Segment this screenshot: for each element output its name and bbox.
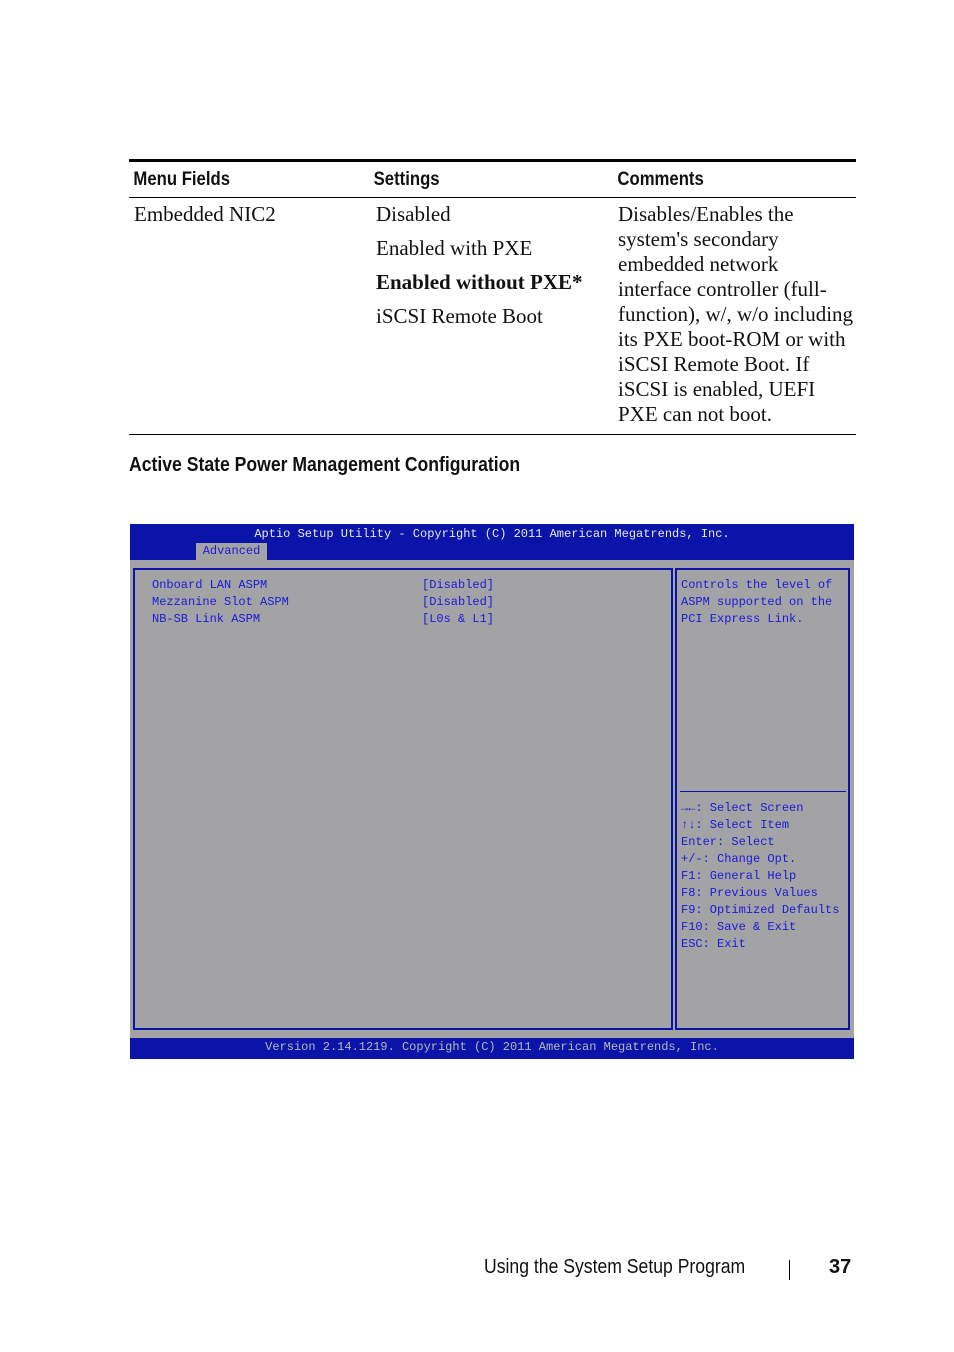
comment-line: its PXE boot-ROM or with xyxy=(618,327,846,351)
help-line: PCI Express Link. xyxy=(681,612,804,626)
help-line: ASPM supported on the xyxy=(681,595,833,609)
setting-onboard-lan-aspm[interactable]: Onboard LAN ASPM xyxy=(152,578,268,592)
comment-line: Disables/Enables the xyxy=(618,202,794,226)
setting-nb-sb-link-aspm[interactable]: NB-SB Link ASPM xyxy=(152,612,261,626)
key-help-line: ↑↓: Select Item xyxy=(681,818,790,832)
comment-line: interface controller (full- xyxy=(618,277,827,301)
comment-line: iSCSI Remote Boot. If xyxy=(618,352,810,376)
bios-footer-bar xyxy=(130,1038,854,1059)
key-help-line: →←: Select Screen xyxy=(681,801,804,815)
comment-line: function), w/, w/o including xyxy=(618,302,854,326)
setting-value[interactable]: [Disabled] xyxy=(422,578,495,592)
bios-help-panel xyxy=(675,568,850,1030)
bios-screen xyxy=(130,524,854,1059)
comment-text xyxy=(615,201,856,427)
header-comments: Comments xyxy=(617,168,704,190)
setting-value[interactable]: [Disabled] xyxy=(422,595,495,609)
field-name: Embedded NIC2 xyxy=(134,202,276,226)
comment-line: iSCSI is enabled, UEFI xyxy=(618,377,816,401)
tab-advanced[interactable]: Advanced xyxy=(196,543,267,560)
comment-line: PXE can not boot. xyxy=(618,402,772,426)
setting-option: Disabled xyxy=(376,202,451,226)
key-help-line: F1: General Help xyxy=(681,869,797,883)
setting-mezzanine-slot-aspm[interactable]: Mezzanine Slot ASPM xyxy=(152,595,289,609)
help-line: Controls the level of xyxy=(681,578,833,592)
comment-line: system's secondary xyxy=(618,227,779,251)
setting-option: iSCSI Remote Boot xyxy=(376,304,543,328)
key-help-line: ESC: Exit xyxy=(681,937,746,951)
key-help-line: +/-: Change Opt. xyxy=(681,852,797,866)
settings-list xyxy=(372,201,615,427)
help-divider xyxy=(680,791,846,792)
bios-title: Aptio Setup Utility - Copyright (C) 2011 American Megatrends, Inc. xyxy=(254,527,730,541)
setting-option-default: Enabled without PXE* xyxy=(376,270,583,294)
key-help-line: F9: Optimized Defaults xyxy=(681,903,840,917)
bios-version: Version 2.14.1219. Copyright (C) 2011 American Megatrends, Inc. xyxy=(265,1040,719,1054)
table-row xyxy=(129,198,856,435)
table-header-row xyxy=(129,162,856,198)
header-settings: Settings xyxy=(373,168,440,190)
header-menu-fields: Menu Fields xyxy=(133,168,231,190)
footer-divider xyxy=(789,1260,790,1280)
comment-line: embedded network xyxy=(618,252,779,276)
setting-option: Enabled with PXE xyxy=(376,236,533,260)
key-help-line: Enter: Select xyxy=(681,835,775,849)
key-help-line: F10: Save & Exit xyxy=(681,920,797,934)
page-number: 37 xyxy=(829,1256,852,1278)
menu-fields-table xyxy=(129,159,856,435)
footer-title: Using the System Setup Program xyxy=(484,1256,746,1278)
section-heading: Active State Power Management Configuration xyxy=(129,454,521,476)
key-help-line: F8: Previous Values xyxy=(681,886,818,900)
bios-title-bar xyxy=(130,524,854,560)
setting-value[interactable]: [L0s & L1] xyxy=(422,612,495,626)
bios-settings-panel xyxy=(133,568,673,1030)
